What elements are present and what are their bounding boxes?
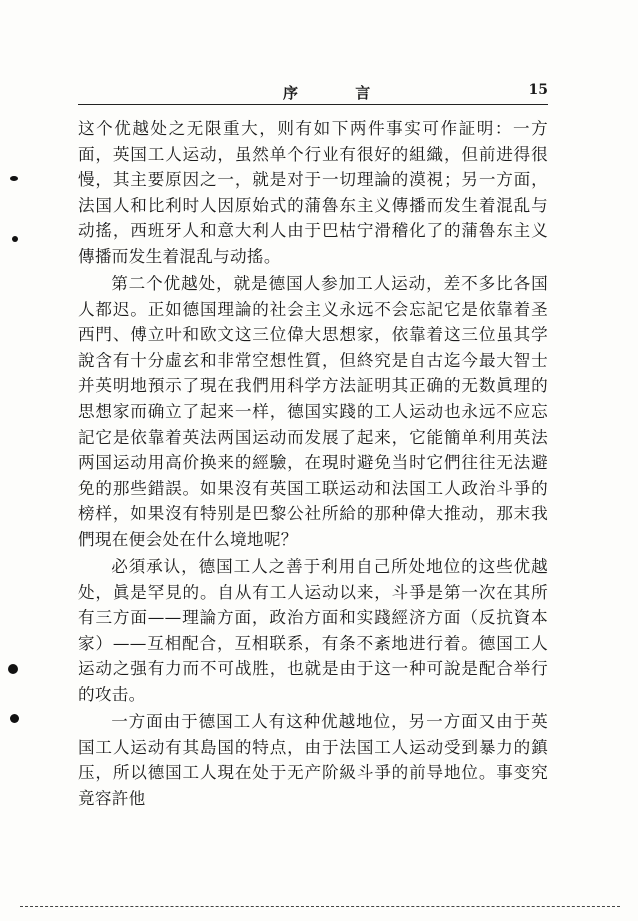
header-title: 序 言: [283, 84, 397, 102]
header-rule: [78, 104, 548, 105]
paragraph-3: 必須承认，德国工人之善于利用自己所处地位的这些优越处，眞是罕見的。自从有工人运动以来，斗爭是第一次在其所有三方面——理論方面，政治方面和实踐經济方面（反抗資本家）——互相配合，互相联系，有条不紊地进行着。德国工人运动之强有力而不可战胜，也就是由于这一种可說是配合举行的攻击。: [78, 557, 548, 705]
paragraph-4: 一方面由于德国工人有这种优越地位，另一方面又由于英国工人运动有其島国的特点，由于法国工人运动受到暴力的鎮压，所以德国工人現在处于无产阶級斗爭的前导地位。事变究竟容許他: [78, 712, 548, 808]
paragraph-2: 第二个优越处，就是德国人参加工人运动，差不多比各国人都迟。正如德国理論的社会主义永远不会忘記它是依靠着圣西門、傅立叶和欧文这三位偉大思想家，依靠着这三位虽其学說含有十分虛玄和非常空想性質，但終究是自古迄今最大智士并英明地預示了現在我們用科学方法証明其正确的无数眞理的思想家而确立了起来一样，德国实踐的工人运动也永远不应忘記它是依靠着英法两国运动而发展了起来，它能簡单利用英法两国运动用高价换来的經驗，在現时避免当时它們往往无法避免的那些錯誤。如果沒有英国工联运动和法国工人政治斗爭的榜样，如果沒有特别是巴黎公社所給的那种偉大推动，那末我們現在便会处在什么境地呢？: [78, 274, 548, 549]
binding-hole-mark: [8, 664, 18, 674]
binding-hole-mark: [10, 714, 19, 723]
page-number: 15: [528, 82, 548, 98]
bottom-edge-line: [20, 906, 620, 907]
binding-hole-mark: [10, 176, 18, 181]
running-header: [78, 80, 548, 104]
paragraph-1: 这个优越处之无限重大，则有如下两件事实可作証明：一方面，英国工人运动，虽然单个行业有很好的組織，但前进得很慢，其主要原因之一，就是对于一切理論的漠視；另一方面，法国人和比利时人因原始式的蒲魯东主义傳播而发生着混乱与动搖，西班牙人和意大利人由于巴枯宁滑稽化了的蒲魯东主义傳播而发生着混乱与动搖。: [78, 119, 548, 266]
binding-hole-mark: [12, 236, 18, 242]
body-text: [78, 116, 548, 813]
